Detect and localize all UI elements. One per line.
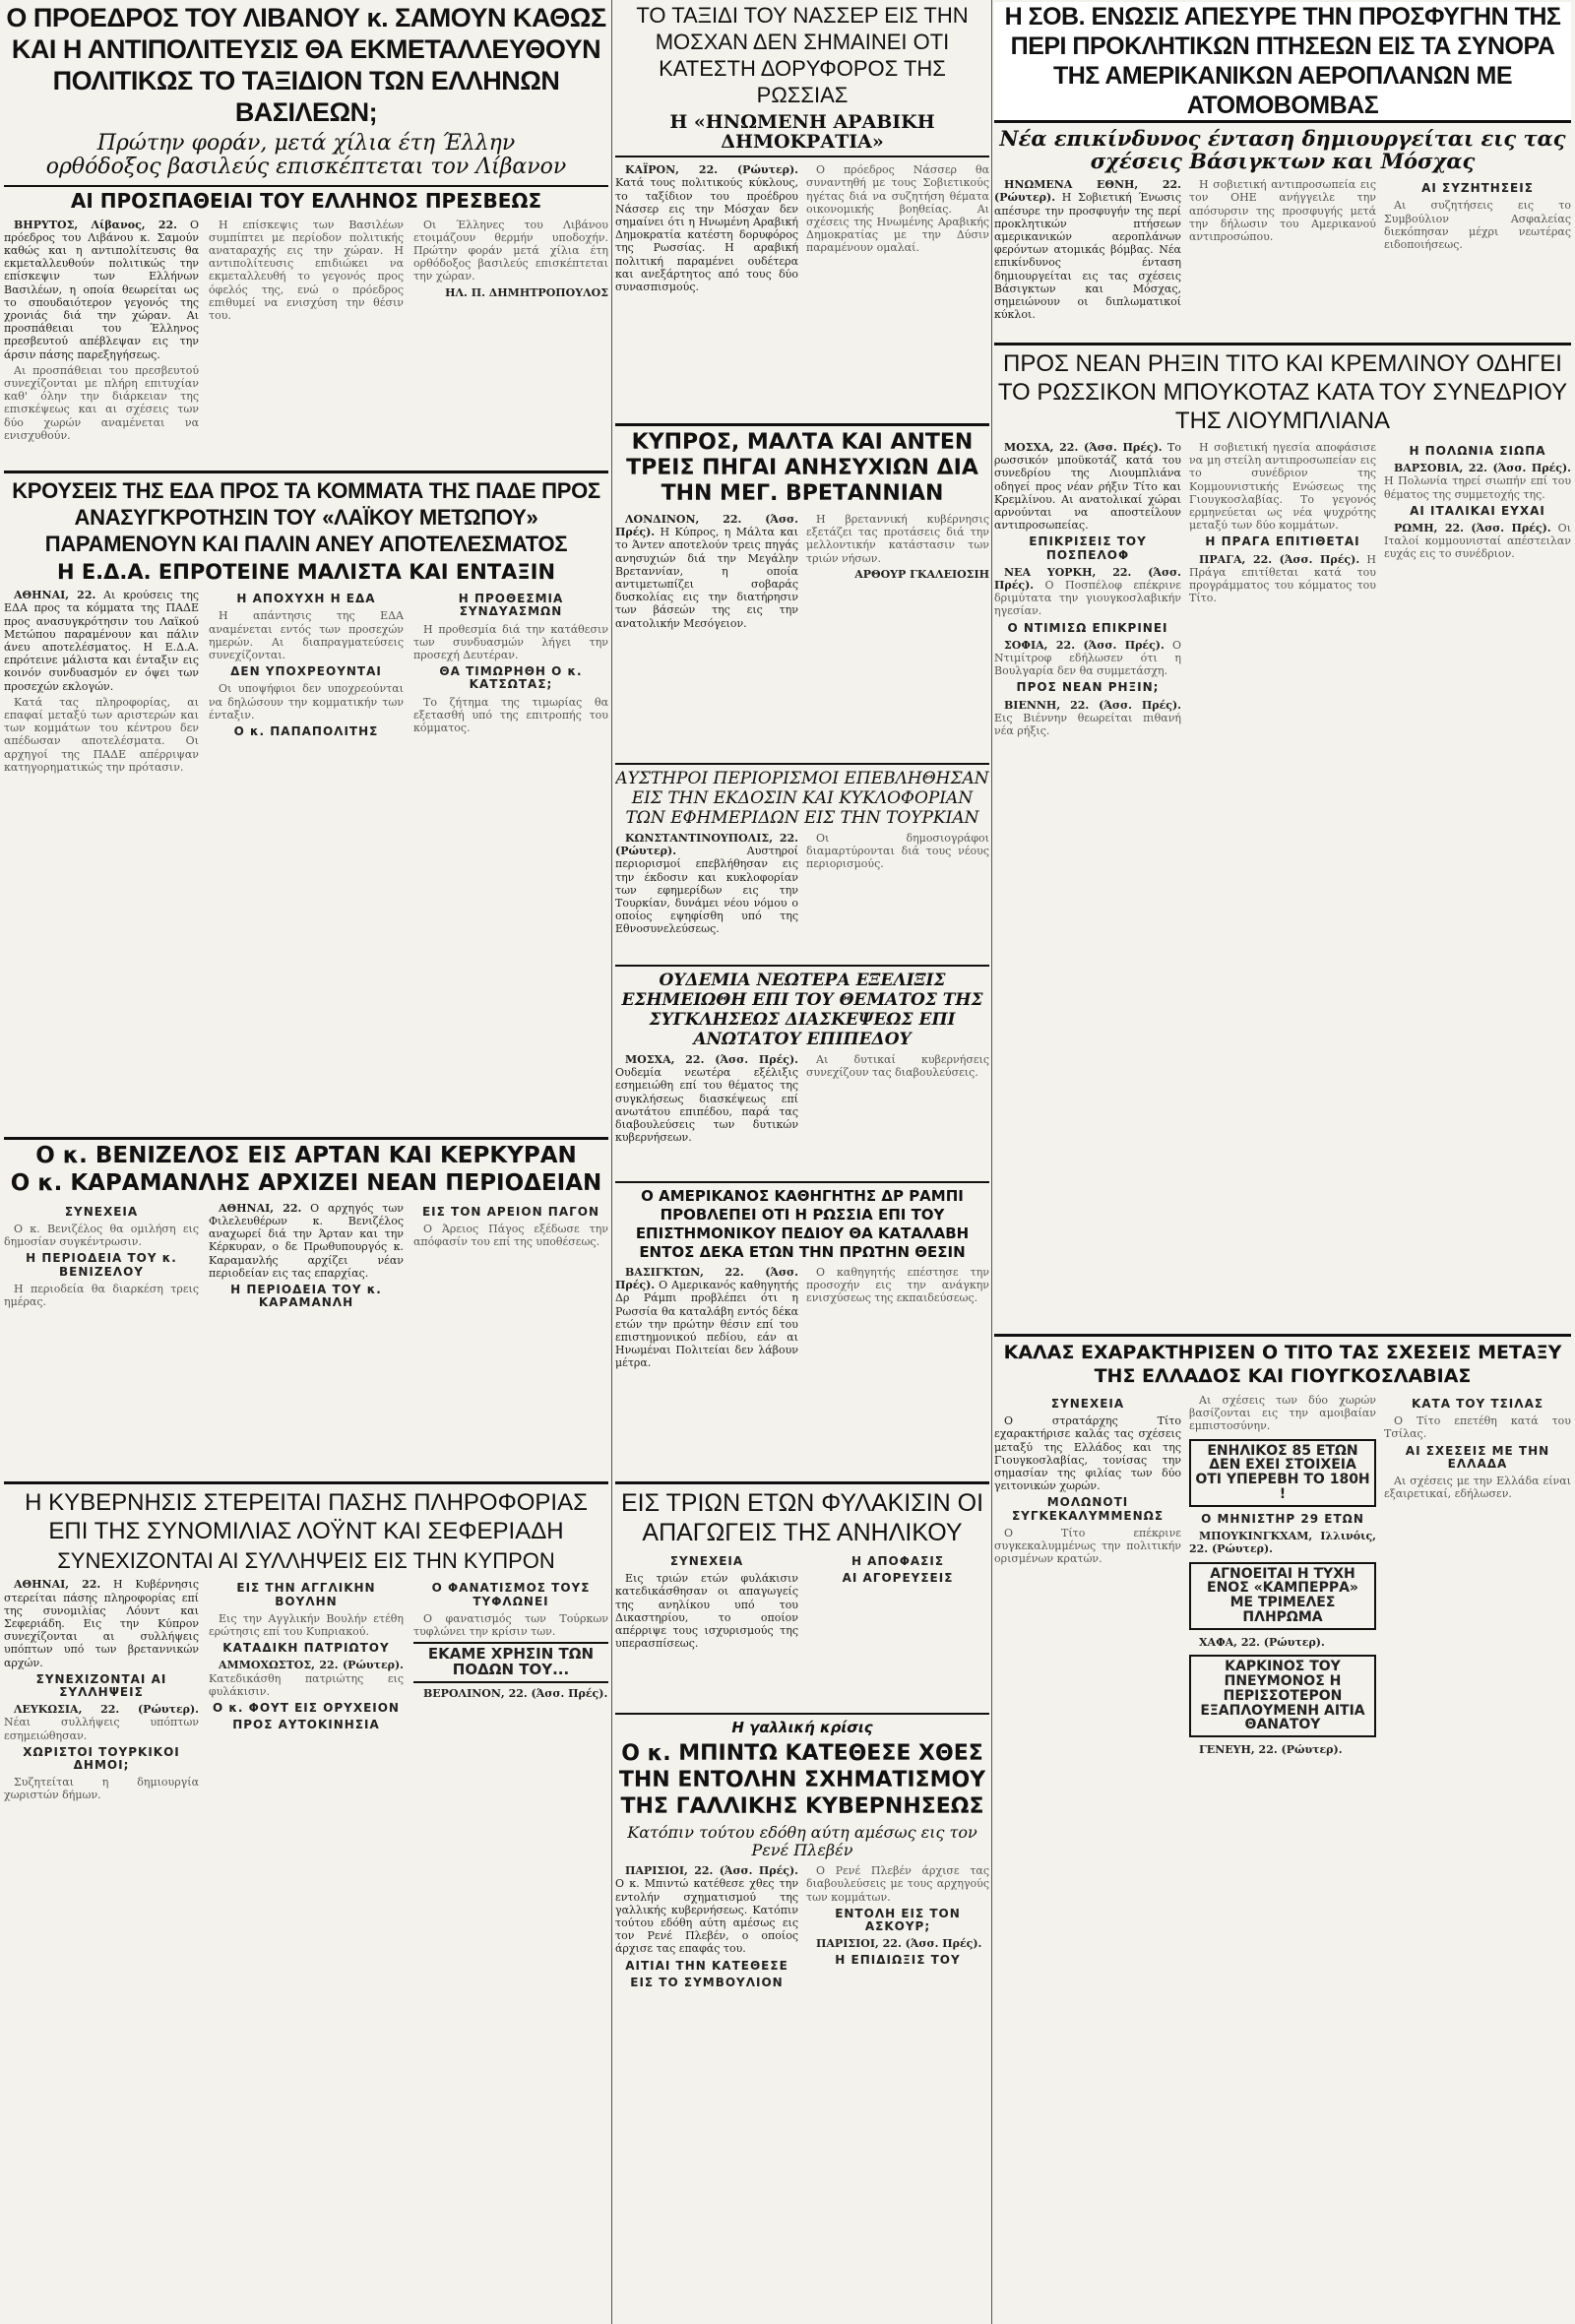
article-eda: ΚΡΟΥΣΕΙΣ ΤΗΣ ΕΔΑ ΠΡΟΣ ΤΑ ΚΟΜΜΑΤΑ ΤΗΣ ΠΑΔΕ ΠΡΟΣ ΑΝΑΣΥΓΚΡΟΤΗΣΙΝ ΤΟΥ «ΛΑΪΚΟΥ ΜΕΤΩΠΟΥ» ΠΑΡΑΜΕΝΟΥΝ ΚΑΙ ΠΑΛΙΝ ΑΝΕΥ ΑΠΟΤΕΛΕΣΜΑΤΟΣ Η Ε.Δ.Α. ΕΠΡΟΤΕΙΝΕ ΜΑΛΙΣΤΑ ΚΑΙ ΕΝΤΑΞΙΝ ΑΘΗΝΑΙ, 22. Αι κρούσεις της ΕΔΑ προς τα κόμματα της ΠΑΔΕ προς ανασυγκρότησιν του Λαϊκού Μετώπου παραμένουν και πάλιν άνευ αποτελέσματος. Η Ε.Δ.Α. επρότεινε μάλιστα και ένταξιν εις κοινόν συνδυασμόν εν όψει των προσεχών εκλογών. Κατά τας πληροφορίας, αι επαφαί μεταξύ των αριστερών και των κομμάτων του κέντρου δεν απέδωσαν αποτελέσματα. Οι αρχηγοί της ΠΑΔΕ απέρριψαν κατηγορηματικώς την πρότασιν. Η ΑΠΟΧΥΧΗ Η ΕΔΑ Η απάντησις της ΕΔΑ αναμένεται εντός των προσεχών ημερών. Αι διαπραγματεύσεις συνεχίζονται. ΔΕΝ ΥΠΟΧΡΕΟΥΝΤΑΙ Οι υποψήφιοι δεν υποχρεούνται να δηλώσουν την κομματικήν των ένταξιν. Ο κ. ΠΑΠΑΠΟΛΙΤΗΣ Η ΠΡΟΘΕΣΜΙΑ ΣΥΝΔΥΑΣΜΩΝ Η προθεσμία διά την κατάθεσιν των συνδυασμών λήγει την προσεχή Δευτέραν. ΘΑ ΤΙΜΩΡΗΘΗ Ο κ. ΚΑΤΣΩΤΑΣ; Το ζήτημα της τιμωρίας θα εξετασθή υπό της επιτροπής του κόμματος. bbox=[4, 471, 608, 1130]
dateline: ΒΗΡΥΤΟΣ, Λίβανος, 22. bbox=[14, 218, 178, 231]
column-rule bbox=[991, 0, 992, 2324]
byline: ΑΡΘΟΥΡ ΓΚΑΛΕΙΟΣΙΗ bbox=[854, 567, 989, 581]
article-summit: ΟΥΔΕΜΙΑ ΝΕΩΤΕΡΑ ΕΞΕΛΙΞΙΣ ΕΣΗΜΕΙΩΘΗ ΕΠΙ ΤΟΥ ΘΕΜΑΤΟΣ ΤΗΣ ΣΥΓΚΛΗΣΕΩΣ ΔΙΑΣΚΕΨΕΩΣ ΕΠΙ ΑΝΩΤΑΤΟΥ ΕΠΙΠΕΔΟΥ ΜΟΣΧΑ, 22. (Άσσ. Πρές). Ουδεμία νεωτέρα εξέλιξις εσημειώθη επί του θέματος της συγκλήσεως διασκέψεως επί ανωτάτου επιπέδου, παρά τας διαβουλεύσεις των δυτικών κυβερνήσεων. Αι δυτικαί κυβερνήσεις συνεχίζουν τας διαβουλεύσεις. bbox=[615, 965, 989, 1176]
dateline: ΒΕΡΟΛΙΝΟΝ, 22. (Άσσ. Πρές). bbox=[423, 1686, 608, 1700]
article-body: Ο κ. Μπιντώ κατέθεσε χθες την εντολήν σχηματισμού της γαλλικής κυβερνήσεως. Κατόπιν τούτου εδόθη αύτη αμέσως εις τον Ρενέ Πλεβέν, ο οποίος άρχισε τας επαφάς του. bbox=[615, 1877, 798, 1956]
headline-box: ΕΚΑΜΕ ΧΡΗΣΙΝ ΤΩΝ ΠΟΔΩΝ ΤΟΥ... bbox=[413, 1642, 608, 1683]
subheadline-lebanon: Πρώτην φοράν, μετά χίλια έτη Έλλην ορθόδοξος βασιλεύς επισκέπτεται τον Λίβανον bbox=[45, 131, 567, 180]
headline-box: ΚΑΡΚΙΝΟΣ ΤΟΥ ΠΝΕΥΜΟΝΟΣ Η ΠΕΡΙΣΣΟΤΕΡΟΝ ΕΞΑΠΛΟΥΜΕΝΗ ΑΙΤΙΑ ΘΑΝΑΤΟΥ bbox=[1189, 1655, 1376, 1737]
article-body: Εις τριών ετών φυλάκισιν κατεδικάσθησαν οι απαγωγείς της ανηλίκου υπό του Δικαστηρίου, το οποίον απέρριψε τους ισχυρισμούς της υπερασπίσεως. bbox=[615, 1572, 798, 1651]
kicker: Ο κ. ΠΑΠΑΠΟΛΙΤΗΣ bbox=[233, 724, 379, 739]
article-body: Ο Αμερικανός καθηγητής Δρ Ράμπι προβλέπει ότι η Ρωσσία θα καταλάβη εντός δέκα ετών την πρώτην θέσιν επί του επιστημονικού πεδίου, εάν αι Ηνωμέναι Πολιτείαι δεν λάβουν μέτρα. bbox=[615, 1279, 798, 1370]
kicker: ΜΟΛΩΝΟΤΙ ΣΥΓΚΕΚΑΛΥΜΜΕΝΩΣ bbox=[1011, 1495, 1165, 1523]
article-cyprus-malta: ΚΥΠΡΟΣ, ΜΑΛΤΑ ΚΑΙ ΑΝΤΕΝ ΤΡΕΙΣ ΠΗΓΑΙ ΑΝΗΣΥΧΙΩΝ ΔΙΑ ΤΗΝ ΜΕΓ. ΒΡΕΤΑΝΝΙΑΝ ΛΟΝΔΙΝΟΝ, 22. (Άσσ. Πρές). Η Κύπρος, η Μάλτα και το Άντεν αποτελούν τρεις πηγάς ανησυχιών διά την Μεγάλην Βρεταννίαν, η οποία αντιμετωπίζει σοβαράς δυσκολίας εις την διατήρησιν των βάσεών της εις την ανατολικήν Μεσόγειον. Η βρεταννική κυβέρνησις εξετάζει τας προτάσεις διά την μελλοντικήν κατάστασιν των τριών νήσων. ΑΡΘΟΥΡ ΓΚΑΛΕΙΟΣΙΗ bbox=[615, 423, 989, 758]
dateline: ΜΟΣΧΑ, 22. (Άσσ. Πρές). bbox=[1004, 441, 1163, 454]
dateline: ΑΘΗΝΑΙ, 22. bbox=[14, 589, 96, 602]
subheadline-eda: Η Ε.Δ.Α. ΕΠΡΟΤΕΙΝΕ ΜΑΛΙΣΤΑ ΚΑΙ ΕΝΤΑΞΙΝ bbox=[56, 560, 556, 584]
headline-nasser: ΤΟ ΤΑΞΙΔΙ ΤΟΥ ΝΑΣΣΕΡ ΕΙΣ ΤΗΝ ΜΟΣΧΑΝ ΔΕΝ ΣΗΜΑΙΝΕΙ ΟΤΙ ΚΑΤΕΣΤΗ ΔΟΡΥΦΟΡΟΣ ΤΗΣ ΡΩΣΣΙΑΣ bbox=[636, 3, 969, 107]
article-body: Ο πρόεδρος του Λιβάνου κ. Σαμούν καθώς και η αντιπολίτευσις θα εκμεταλλευθούν πολιτικώς την επίσκεψιν των Ελλήνων Βασιλέων, η οποία θεωρείται ως το σπουδαιότερον γεγονός της χρονιάς διά την χώραν. Αι προσπάθειαι του Έλληνος πρεσβευτού απέβλεψαν εις την άρσιν πάσης παρεξηγήσεως. bbox=[4, 218, 199, 361]
kicker: ΔΕΝ ΥΠΟΧΡΕΟΥΝΤΑΙ bbox=[230, 664, 382, 679]
article-body: Ο στρατάρχης Τίτο εχαρακτήρισε καλάς τας σχέσεις μεταξύ της Ελλάδος και της Γιουγκοσλαβίας, τονίσας την σημασίαν της φιλίας των δύο γειτονικών χωρών. bbox=[994, 1414, 1181, 1493]
kicker: ΣΥΝΕΧΙΖΟΝΤΑΙ ΑΙ ΣΥΛΛΗΨΕΙΣ bbox=[35, 1671, 167, 1699]
kicker: ΑΙ ΑΓΟΡΕΥΣΕΙΣ bbox=[842, 1571, 954, 1586]
kicker: Ο κ. ΦΟΥΤ ΕΙΣ ΟΡΥΧΕΙΟΝ bbox=[213, 1700, 400, 1715]
article-body: Αι κρούσεις της ΕΔΑ προς τα κόμματα της ΠΑΔΕ προς ανασυγκρότησιν του Λαϊκού Μετώπου παραμένουν και πάλιν άνευ αποτελέσματος. Η Ε.Δ.Α. επρότεινε μάλιστα και ένταξιν εις κοινόν συνδυασμόν εν όψει των προσεχών εκλογών. bbox=[4, 589, 200, 693]
article-body: Η Κύπρος, η Μάλτα και το Άντεν αποτελούν τρεις πηγάς ανησυχιών διά την Μεγάλην Βρεταννίαν, η οποία αντιμετωπίζει σοβαράς δυσκολίας εις την διατήρησιν των βάσεών της εις την ανατολικήν Μεσόγειον. bbox=[615, 526, 798, 630]
kicker: ΕΙΣ ΤΗΝ ΑΓΓΛΙΚΗΝ ΒΟΥΛΗΝ bbox=[236, 1581, 376, 1608]
article-body: Αυστηροί περιορισμοί επεβλήθησαν εις την έκδοσιν και κυκλοφορίαν των εφημερίδων εις την Τουρκίαν, δυνάμει νέου νόμου ο οποίος εψηφίσθη υπό της Εθνοσυνελεύσεως. bbox=[615, 845, 798, 936]
kicker: ΕΙΣ ΤΟ ΣΥΜΒΟΥΛΙΟΝ bbox=[630, 1975, 784, 1989]
headline-venizelos: Ο κ. ΒΕΝΙΖΕΛΟΣ ΕΙΣ ΑΡΤΑΝ ΚΑΙ ΚΕΡΚΥΡΑΝ bbox=[4, 1137, 608, 1167]
headline-abduction: ΕΙΣ ΤΡΙΩΝ ΕΤΩΝ ΦΥΛΑΚΙΣΙΝ ΟΙ ΑΠΑΓΩΓΕΙΣ ΤΗΣ ΑΝΗΛΙΚΟΥ bbox=[615, 1481, 989, 1547]
headline-karamanlis: Ο κ. ΚΑΡΑΜΑΝΛΗΣ ΑΡΧΙΖΕΙ ΝΕΑΝ ΠΕΡΙΟΔΕΙΑΝ bbox=[10, 1170, 602, 1197]
kicker: ΣΥΝΕΧΕΙΑ bbox=[64, 1204, 139, 1219]
article-nasser: ΤΟ ΤΑΞΙΔΙ ΤΟΥ ΝΑΣΣΕΡ ΕΙΣ ΤΗΝ ΜΟΣΧΑΝ ΔΕΝ ΣΗΜΑΙΝΕΙ ΟΤΙ ΚΑΤΕΣΤΗ ΔΟΡΥΦΟΡΟΣ ΤΗΣ ΡΩΣΣΙΑΣ Η «ΗΝΩΜΕΝΗ ΑΡΑΒΙΚΗ ΔΗΜΟΚΡΑΤΙΑ» ΚΑΪΡΟΝ, 22. (Ρώυτερ). Κατά τους πολιτικούς κύκλους, το ταξίδιον του προέδρου Νάσσερ εις την Μόσχαν δεν σημαίνει ότι η Ηνωμένη Αραβική Δημοκρατία κατέστη δορυφόρος της Ρωσσίας. Η αραβική πολιτική παραμένει ουδέτερα και ανεξάρτητος από τους δύο συνασπισμούς. Ο πρόεδρος Νάσσερ θα συναντηθή με τους Σοβιετικούς ηγέτας διά να συζητήση θέματα οικονομικής βοηθείας. Αι σχέσεις της Ηνωμένης Αραβικής Δημοκρατίας με την Δύσιν παραμένουν ομαλαί. bbox=[615, 3, 989, 294]
dateline: ΠΑΡΙΣΙΟΙ, 22. (Άσσ. Πρές). bbox=[816, 1937, 982, 1951]
dateline: ΜΠΟΥΚΙΝΓΚΧΑΜ, Ιλλινόις, 22. (Ρώυτερ). bbox=[1189, 1530, 1376, 1556]
subheadline-nasser: Η «ΗΝΩΜΕΝΗ ΑΡΑΒΙΚΗ ΔΗΜΟΚΡΑΤΙΑ» bbox=[615, 112, 989, 157]
kicker: ΚΑΤΑΔΙΚΗ ΠΑΤΡΙΩΤΟΥ bbox=[222, 1641, 390, 1656]
article-body: Ο αρχηγός των Φιλελευθέρων κ. Βενιζέλος αναχωρεί διά την Άρταν και την Κέρκυραν, ο δε Πρωθυπουργός κ. Καραμανλής αρχίζει νέαν περιοδείαν εις τας επαρχίας. bbox=[209, 1201, 404, 1280]
article-tito-greece: ΚΑΛΑΣ ΕΧΑΡΑΚΤΗΡΙΣΕΝ Ο ΤΙΤΟ ΤΑΣ ΣΧΕΣΕΙΣ ΜΕΤΑΞΥ ΤΗΣ ΕΛΛΑΔΟΣ ΚΑΙ ΓΙΟΥΓΚΟΣΛΑΒΙΑΣ ΣΥΝΕΧΕΙΑ Ο στρατάρχης Τίτο εχαρακτήρισε καλάς τας σχέσεις μεταξύ της Ελλάδος και της Γιουγκοσλαβίας, τονίσας την σημασίαν της φιλίας των δύο γειτονικών χωρών. ΜΟΛΩΝΟΤΙ ΣΥΓΚΕΚΑΛΥΜΜΕΝΩΣ Ο Τίτο επέκρινε συγκεκαλυμμένως την πολιτικήν ορισμένων κρατών. Αι σχέσεις των δύο χωρών βασίζονται εις την αμοιβαίαν εμπιστοσύνην. ΕΝΗΛΙΚΟΣ 85 ΕΤΩΝ ΔΕΝ ΕΧΕΙ ΣΤΟΙΧΕΙΑ ΟΤΙ ΥΠΕΡΕΒΗ ΤΟ 180Η ! Ο ΜΗΝΙΣΤΗΡ 29 ΕΤΩΝ ΜΠΟΥΚΙΝΓΚΧΑΜ, Ιλλινόις, 22. (Ρώυτερ). ΑΓΝΟΕΙΤΑΙ Η ΤΥΧΗ ΕΝΟΣ «ΚΑΜΠΕΡΡΑ» ΜΕ ΤΡΙΜΕΛΕΣ ΠΛΗΡΩΜΑ ΧΑΦΑ, 22. (Ρώυτερ). ΚΑΡΚΙΝΟΣ ΤΟΥ ΠΝΕΥΜΟΝΟΣ Η ΠΕΡΙΣΣΟΤΕΡΟΝ ΕΞΑΠΛΟΥΜΕΝΗ ΑΙΤΙΑ ΘΑΝΑΤΟΥ ΓΕΝΕΥΗ, 22. (Ρώυτερ). ΚΑΤΑ ΤΟΥ ΤΣΙΛΑΣ Ο Τίτο επετέθη κατά του Τσίλας. ΑΙ ΣΧΕΣΕΙΣ ΜΕ ΤΗΝ ΕΛΛΑΔΑ Αι σχέσεις με την Ελλάδα είναι εξαιρετικαί, εδήλωσεν. bbox=[994, 1334, 1571, 2320]
dateline: ΧΑΦΑ, 22. (Ρώυτερ). bbox=[1199, 1635, 1325, 1649]
article-soviet: Η ΣΟΒ. ΕΝΩΣΙΣ ΑΠΕΣΥΡΕ ΤΗΝ ΠΡΟΣΦΥΓΗΝ ΤΗΣ ΠΕΡΙ ΠΡΟΚΛΗΤΙΚΩΝ ΠΤΗΣΕΩΝ ΕΙΣ ΤΑ ΣΥΝΟΡΑ ΤΗΣ ΑΜΕΡΙΚΑΝΙΚΩΝ ΑΕΡΟΠΛΑΝΩΝ ΜΕ ΑΤΟΜΟΒΟΜΒΑΣ Νέα επικίνδυνος ένταση δημιουργείται εις τας σχέσεις Βάσιγκτων και Μόσχας ΗΝΩΜΕΝΑ ΕΘΝΗ, 22. (Ρώυτερ). Η Σοβιετική Ένωσις απέσυρε την προσφυγήν της περί προκλητικών πτήσεων αμερικανικών αεροπλάνων φερόντων ατομικάς βόμβας. Νέα επικίνδυνος ένταση δημιουργείται εις τας σχέσεις Βάσιγκτων και Μόσχας, σημειώνουν οι διπλωματικοί κύκλοι. Η σοβιετική αντιπροσωπεία εις τον ΟΗΕ ανήγγειλε την απόσυρσιν της προσφυγής μετά την δήλωσιν του Αμερικανού αντιπροσώπου. ΑΙ ΣΥΖΗΤΗΣΕΙΣ Αι συζητήσεις εις το Συμβούλιον Ασφαλείας διεκόπησαν μέχρι νεωτέρας ειδοποιήσεως. bbox=[994, 3, 1571, 322]
headline-eda: ΚΡΟΥΣΕΙΣ ΤΗΣ ΕΔΑ ΠΡΟΣ ΤΑ ΚΟΜΜΑΤΑ ΤΗΣ ΠΑΔΕ ΠΡΟΣ ΑΝΑΣΥΓΚΡΟΤΗΣΙΝ ΤΟΥ «ΛΑΪΚΟΥ ΜΕΤΩΠΟΥ» ΠΑΡΑΜΕΝΟΥΝ ΚΑΙ ΠΑΛΙΝ ΑΝΕΥ ΑΠΟΤΕΛΕΣΜΑΤΟΣ bbox=[4, 471, 608, 557]
kicker: ΑΙ ΣΥΖΗΤΗΣΕΙΣ bbox=[1421, 181, 1534, 196]
dateline: ΚΩΝΣΤΑΝΤΙΝΟΥΠΟΛΙΣ, 22. (Ρώυτερ). bbox=[615, 832, 798, 858]
kicker: ΚΑΤΑ ΤΟΥ ΤΣΙΛΑΣ bbox=[1411, 1397, 1544, 1411]
headline-summit: ΟΥΔΕΜΙΑ ΝΕΩΤΕΡΑ ΕΞΕΛΙΞΙΣ ΕΣΗΜΕΙΩΘΗ ΕΠΙ ΤΟΥ ΘΕΜΑΤΟΣ ΤΗΣ ΣΥΓΚΛΗΣΕΩΣ ΔΙΑΣΚΕΨΕΩΣ ΕΠΙ ΑΝΩΤΑΤΟΥ ΕΠΙΠΕΔΟΥ bbox=[615, 965, 989, 1049]
headline-tito-kremlin: ΠΡΟΣ ΝΕΑΝ ΡΗΞΙΝ ΤΙΤΟ ΚΑΙ ΚΡΕΜΛΙΝΟΥ ΟΔΗΓΕΙ ΤΟ ΡΩΣΣΙΚΟΝ ΜΠΟΥΚΟΤΑΖ ΚΑΤΑ ΤΟΥ ΣΥΝΕΔΡΙΟΥ ΤΗΣ ΛΙΟΥΜΠΛΙΑΝΑ bbox=[994, 343, 1571, 435]
article-tito-kremlin: ΠΡΟΣ ΝΕΑΝ ΡΗΞΙΝ ΤΙΤΟ ΚΑΙ ΚΡΕΜΛΙΝΟΥ ΟΔΗΓΕΙ ΤΟ ΡΩΣΣΙΚΟΝ ΜΠΟΥΚΟΤΑΖ ΚΑΤΑ ΤΟΥ ΣΥΝΕΔΡΙΟΥ ΤΗΣ ΛΙΟΥΜΠΛΙΑΝΑ ΜΟΣΧΑ, 22. (Άσσ. Πρές). Το ρωσσικόν μποϋκοτάζ κατά του συνεδρίου της Λιουμπλιάνα οδηγεί προς νέαν ρήξιν Τίτο και Κρεμλίνου. Αι ανατολικαί χώραι αρνούνται να αποστείλουν αντιπροσωπείας. ΕΠΙΚΡΙΣΕΙΣ ΤΟΥ ΠΟΣΠΕΛΟΦ ΝΕΑ ΥΟΡΚΗ, 22. (Άσσ. Πρές). Ο Ποσπέλοφ επέκρινε δριμύτατα την γιουγκοσλαβικήν ηγεσίαν. Ο ΝΤΙΜΙΣΩ ΕΠΙΚΡΙΝΕΙ ΣΟΦΙΑ, 22. (Άσσ. Πρές). Ο Ντιμίτροφ εδήλωσεν ότι η Βουλγαρία δεν θα συμμετάσχη. ΠΡΟΣ ΝΕΑΝ ΡΗΞΙΝ; ΒΙΕΝΝΗ, 22. (Άσσ. Πρές). Εις Βιέννην θεωρείται πιθανή νέα ρήξις. Η σοβιετική ηγεσία αποφάσισε να μη στείλη αντιπροσωπείαν εις το συνέδριον της Κομμουνιστικής Ενώσεως της Γιουγκοσλαβίας. Το γεγονός ερμηνεύεται ως νέα ψυχρότης μεταξύ των δύο κομμάτων. Η ΠΡΑΓΑ ΕΠΙΤΙΘΕΤΑΙ ΠΡΑΓΑ, 22. (Άσσ. Πρές). Η Πράγα επιτίθεται κατά του προγράμματος του κόμματος του Τίτο. Η ΠΟΛΩΝΙΑ ΣΙΩΠΑ ΒΑΡΣΟΒΙΑ, 22. (Άσσ. Πρές). Η Πολωνία τηρεί σιωπήν επί του θέματος της συμμετοχής της. ΑΙ ΙΤΑΛΙΚΑΙ ΕΥΧΑΙ ΡΩΜΗ, 22. (Άσσ. Πρές). Οι Ιταλοί κομμουνισταί απέστειλαν ευχάς εις το συνέδριον. bbox=[994, 343, 1571, 1327]
kicker: ΠΡΟΣ ΑΥΤΟΚΙΝΗΣΙΑ bbox=[232, 1718, 380, 1732]
kicker: Η ΕΠΙΔΙΩΞΙΣ ΤΟΥ bbox=[835, 1953, 961, 1968]
kicker: ΕΠΙΚΡΙΣΕΙΣ ΤΟΥ ΠΟΣΠΕΛΟΦ bbox=[1029, 534, 1147, 562]
column-rule bbox=[611, 0, 612, 2324]
kicker: Η ΠΕΡΙΟΔΕΙΑ ΤΟΥ κ. ΚΑΡΑΜΑΝΛΗ bbox=[230, 1282, 382, 1310]
kicker: Η ΠΕΡΙΟΔΕΙΑ ΤΟΥ κ. ΒΕΝΙΖΕΛΟΥ bbox=[26, 1251, 177, 1279]
article-turkey: ΑΥΣΤΗΡΟΙ ΠΕΡΙΟΡΙΣΜΟΙ ΕΠΕΒΛΗΘΗΣΑΝ ΕΙΣ ΤΗΝ ΕΚΔΟΣΙΝ ΚΑΙ ΚΥΚΛΟΦΟΡΙΑΝ ΤΩΝ ΕΦΗΜΕΡΙΔΩΝ ΕΙΣ ΤΗΝ ΤΟΥΡΚΙΑΝ ΚΩΝΣΤΑΝΤΙΝΟΥΠΟΛΙΣ, 22. (Ρώυτερ). Αυστηροί περιορισμοί επεβλήθησαν εις την έκδοσιν και κυκλοφορίαν των εφημερίδων εις την Τουρκίαν, δυνάμει νέου νόμου ο οποίος εψηφίσθη υπό της Εθνοσυνελεύσεως. Οι δημοσιογράφοι διαμαρτύρονται διά τους νέους περιορισμούς. bbox=[615, 763, 989, 960]
article-rabi: Ο ΑΜΕΡΙΚΑΝΟΣ ΚΑΘΗΓΗΤΗΣ ΔΡ ΡΑΜΠΙ ΠΡΟΒΛΕΠΕΙ ΟΤΙ Η ΡΩΣΣΙΑ ΕΠΙ ΤΟΥ ΕΠΙΣΤΗΜΟΝΙΚΟΥ ΠΕΔΙΟΥ ΘΑ ΚΑΤΑΛΑΒΗ ΕΝΤΟΣ ΔΕΚΑ ΕΤΩΝ ΤΗΝ ΠΡΩΤΗΝ ΘΕΣΙΝ ΒΑΣΙΓΚΤΩΝ, 22. (Άσσ. Πρές). Ο Αμερικανός καθηγητής Δρ Ράμπι προβλέπει ότι η Ρωσσία θα καταλάβη εντός δέκα ετών την πρώτην θέσιν επί του επιστημονικού πεδίου, εάν αι Ηνωμέναι Πολιτείαι δεν λάβουν μέτρα. Ο καθηγητής επέστησε την προσοχήν εις την ανάγκην ενισχύσεως της εκπαιδεύσεως. bbox=[615, 1181, 989, 1476]
dateline: ΚΑΪΡΟΝ, 22. (Ρώυτερ). bbox=[625, 163, 798, 177]
dateline: ΒΑΣΙΓΚΤΩΝ, 22. (Άσσ. Πρές). bbox=[615, 1266, 798, 1292]
article-french-crisis: Η γαλλική κρίσις Ο κ. ΜΠΙΝΤΩ ΚΑΤΕΘΕΣΕ ΧΘΕΣ ΤΗΝ ΕΝΤΟΛΗΝ ΣΧΗΜΑΤΙΣΜΟΥ ΤΗΣ ΓΑΛΛΙΚΗΣ ΚΥΒΕΡΝΗΣΕΩΣ Κατόπιν τούτου εδόθη αύτη αμέσως εις τον Ρενέ Πλεβέν ΠΑΡΙΣΙΟΙ, 22. (Άσσ. Πρές). Ο κ. Μπιντώ κατέθεσε χθες την εντολήν σχηματισμού της γαλλικής κυβερνήσεως. Κατόπιν τούτου εδόθη αύτη αμέσως εις τον Ρενέ Πλεβέν, ο οποίος άρχισε τας επαφάς του. ΑΙΤΙΑΙ ΤΗΝ ΚΑΤΕΘΕΣΕ ΕΙΣ ΤΟ ΣΥΜΒΟΥΛΙΟΝ Ο Ρενέ Πλεβέν άρχισε τας διαβουλεύσεις με τους αρχηγούς των κομμάτων. ΕΝΤΟΛΗ ΕΙΣ ΤΟΝ ΑΣΚΟΥΡ; ΠΑΡΙΣΙΟΙ, 22. (Άσσ. Πρές). Η ΕΠΙΔΙΩΞΙΣ ΤΟΥ bbox=[615, 1713, 989, 2320]
kicker: ΠΡΟΣ ΝΕΑΝ ΡΗΞΙΝ; bbox=[1016, 680, 1160, 695]
kicker: Η ΠΡΟΘΕΣΜΙΑ ΣΥΝΔΥΑΣΜΩΝ bbox=[458, 592, 564, 619]
kicker: ΕΝΤΟΛΗ ΕΙΣ ΤΟΝ ΑΣΚΟΥΡ; bbox=[835, 1906, 961, 1933]
kicker: Ο ΝΤΙΜΙΣΩ ΕΠΙΚΡΙΝΕΙ bbox=[1007, 620, 1168, 635]
article-abduction bbox=[615, 1481, 989, 1703]
headline-rabi: Ο ΑΜΕΡΙΚΑΝΟΣ ΚΑΘΗΓΗΤΗΣ ΔΡ ΡΑΜΠΙ ΠΡΟΒΛΕΠΕΙ ΟΤΙ Η ΡΩΣΣΙΑ ΕΠΙ ΤΟΥ ΕΠΙΣΤΗΜΟΝΙΚΟΥ ΠΕΔΙΟΥ ΘΑ ΚΑΤΑΛΑΒΗ ΕΝΤΟΣ ΔΕΚΑ ΕΤΩΝ ΤΗΝ ΠΡΩΤΗΝ ΘΕΣΙΝ bbox=[615, 1181, 989, 1262]
headline-turkey: ΑΥΣΤΗΡΟΙ ΠΕΡΙΟΡΙΣΜΟΙ ΕΠΕΒΛΗΘΗΣΑΝ ΕΙΣ ΤΗΝ ΕΚΔΟΣΙΝ ΚΑΙ ΚΥΚΛΟΦΟΡΙΑΝ ΤΩΝ ΕΦΗΜΕΡΙΔΩΝ ΕΙΣ ΤΗΝ ΤΟΥΡΚΙΑΝ bbox=[615, 763, 989, 828]
kicker: Η ΑΠΟΧΥΧΗ Η ΕΔΑ bbox=[236, 592, 376, 606]
article-body: Το ρωσσικόν μποϋκοτάζ κατά του συνεδρίου της Λιουμπλιάνα οδηγεί προς νέαν ρήξιν Τίτο και Κρεμλίνου. Αι ανατολικαί χώραι αρνούνται να αποστείλουν αντιπροσωπείας. bbox=[994, 441, 1181, 533]
subheadline-government: ΣΥΝΕΧΙΖΟΝΤΑΙ ΑΙ ΣΥΛΛΗΨΕΙΣ ΕΙΣ ΤΗΝ ΚΥΠΡΟΝ bbox=[57, 1548, 555, 1573]
dateline: ΛΕΥΚΩΣΙΑ, 22. (Ρώυτερ). bbox=[14, 1703, 199, 1717]
kicker: ΕΙΣ ΤΟΝ ΑΡΕΙΟΝ ΠΑΓΟΝ bbox=[421, 1204, 600, 1219]
kicker: ΑΙ ΣΧΕΣΕΙΣ ΜΕ ΤΗΝ ΕΛΛΑΔΑ bbox=[1405, 1443, 1550, 1471]
dateline: ΗΝΩΜΕΝΑ ΕΘΝΗ, 22. (Ρώυτερ). bbox=[994, 178, 1181, 205]
headline-box: ΑΓΝΟΕΙΤΑΙ Η ΤΥΧΗ ΕΝΟΣ «ΚΑΜΠΕΡΡΑ» ΜΕ ΤΡΙΜΕΛΕΣ ΠΛΗΡΩΜΑ bbox=[1189, 1562, 1376, 1630]
dateline: ΠΑΡΙΣΙΟΙ, 22. (Άσσ. Πρές). bbox=[625, 1864, 798, 1878]
headline-soviet: Η ΣΟΒ. ΕΝΩΣΙΣ ΑΠΕΣΥΡΕ ΤΗΝ ΠΡΟΣΦΥΓΗΝ ΤΗΣ ΠΕΡΙ ΠΡΟΚΛΗΤΙΚΩΝ ΠΤΗΣΕΩΝ ΕΙΣ ΤΑ ΣΥΝΟΡΑ ΤΗΣ ΑΜΕΡΙΚΑΝΙΚΩΝ ΑΕΡΟΠΛΑΝΩΝ ΜΕ ΑΤΟΜΟΒΟΜΒΑΣ bbox=[994, 2, 1571, 123]
headline-cyprus-malta: ΚΥΠΡΟΣ, ΜΑΛΤΑ ΚΑΙ ΑΝΤΕΝ ΤΡΕΙΣ ΠΗΓΑΙ ΑΝΗΣΥΧΙΩΝ ΔΙΑ ΤΗΝ ΜΕΓ. ΒΡΕΤΑΝΝΙΑΝ bbox=[615, 423, 989, 507]
kicker: ΑΙΤΙΑΙ ΤΗΝ ΚΑΤΕΘΕΣΕ bbox=[625, 1958, 788, 1973]
kicker: Η ΠΟΛΩΝΙΑ ΣΙΩΠΑ bbox=[1409, 444, 1546, 458]
kicker: Η ΑΠΟΦΑΣΙΣ bbox=[850, 1554, 945, 1568]
kicker: ΧΩΡΙΣΤΟΙ ΤΟΥΡΚΙΚΟΙ ΔΗΜΟΙ; bbox=[23, 1744, 180, 1772]
headline-lebanon: Ο ΠΡΟΕΔΡΟΣ ΤΟΥ ΛΙΒΑΝΟΥ κ. ΣΑΜΟΥΝ ΚΑΘΩΣ ΚΑΙ Η ΑΝΤΙΠΟΛΙΤΕΥΣΙΣ ΘΑ ΕΚΜΕΤΑΛΛΕΥΘΟΥΝ ΠΟΛΙΤΙΚΩΣ ΤΟ ΤΑΞΙΔΙΟΝ ΤΩΝ ΕΛΛΗΝΩΝ ΒΑΣΙΛΕΩΝ; bbox=[6, 3, 606, 127]
article-body: Ουδεμία νεωτέρα εξέλιξις εσημειώθη επί του θέματος της συγκλήσεως διασκέψεως επί ανωτάτου επιπέδου, παρά τας διαβουλεύσεις των δυτικών κυβερνήσεων. bbox=[615, 1066, 798, 1145]
article-lebanon: Ο ΠΡΟΕΔΡΟΣ ΤΟΥ ΛΙΒΑΝΟΥ κ. ΣΑΜΟΥΝ ΚΑΘΩΣ ΚΑΙ Η ΑΝΤΙΠΟΛΙΤΕΥΣΙΣ ΘΑ ΕΚΜΕΤΑΛΛΕΥΘΟΥΝ ΠΟΛΙΤΙΚΩΣ ΤΟ ΤΑΞΙΔΙΟΝ ΤΩΝ ΕΛΛΗΝΩΝ ΒΑΣΙΛΕΩΝ; Πρώτην φοράν, μετά χίλια έτη Έλλην ορθόδοξος βασιλεύς επισκέπτεται τον Λίβανον ΑΙ ΠΡΟΣΠΑΘΕΙΑΙ ΤΟΥ ΕΛΛΗΝΟΣ ΠΡΕΣΒΕΩΣ ΒΗΡΥΤΟΣ, Λίβανος, 22. Ο πρόεδρος του Λιβάνου κ. Σαμούν καθώς και η αντιπολίτευσις θα εκμεταλλευθούν πολιτικώς την επίσκεψιν των Ελλήνων Βασιλέων, η οποία θεωρείται ως το σπουδαιότερον γεγονός της χρονιάς διά την χώραν. Αι προσπάθειαι του Έλληνος πρεσβευτού απέβλεψαν εις την άρσιν πάσης παρεξηγήσεως. Αι προσπάθειαι του πρεσβευτού συνεχίζονται με πλήρη επιτυχίαν καθ' όλην την διάρκειαν της επισκέψεως και αι σχέσεις των δύο χωρών αναμένεται να ενισχυθούν. Η επίσκεψις των Βασιλέων συμπίπτει με περίοδον πολιτικής αναταραχής εις την χώραν. Η αντιπολίτευσις επιδιώκει να εκμεταλλευθή το γεγονός προς όφελός της, ενώ ο πρόεδρος επιθυμεί να ενισχύση την θέσιν του. Οι Έλληνες του Λιβάνου ετοιμάζουν θερμήν υποδοχήν. Πρώτην φοράν μετά χίλια έτη ορθόδοξος βασιλεύς επισκέπτεται την χώραν. ΗΛ. Π. ΔΗΜΗΤΡΟΠΟΥΛΟΣ bbox=[4, 3, 608, 442]
kicker-lebanon: ΑΙ ΠΡΟΣΠΑΘΕΙΑΙ ΤΟΥ ΕΛΛΗΝΟΣ ΠΡΕΣΒΕΩΣ bbox=[4, 185, 608, 212]
byline: ΗΛ. Π. ΔΗΜΗΤΡΟΠΟΥΛΟΣ bbox=[445, 285, 608, 299]
headline-french-crisis: Ο κ. ΜΠΙΝΤΩ ΚΑΤΕΘΕΣΕ ΧΘΕΣ ΤΗΝ ΕΝΤΟΛΗΝ ΣΧΗΜΑΤΙΣΜΟΥ ΤΗΣ ΓΑΛΛΙΚΗΣ ΚΥΒΕΡΝΗΣΕΩΣ bbox=[618, 1741, 986, 1819]
dateline: ΡΩΜΗ, 22. (Άσσ. Πρές). bbox=[1394, 522, 1551, 535]
dateline: ΒΙΕΝΝΗ, 22. (Άσσ. Πρές). bbox=[1004, 698, 1181, 712]
dateline: ΛΟΝΔΙΝΟΝ, 22. (Άσσ. Πρές). bbox=[615, 513, 798, 539]
article-body: Η Σοβιετική Ένωσις απέσυρε την προσφυγήν της περί προκλητικών πτήσεων αμερικανικών αεροπλάνων φερόντων ατομικάς βόμβας. Νέα επικίνδυνος ένταση δημιουργείται εις τας σχέσεις Βάσιγκτων και Μόσχας, σημειώνουν οι διπλωματικοί κύκλοι. bbox=[994, 191, 1181, 322]
dateline: ΑΘΗΝΑΙ, 22. bbox=[14, 1578, 101, 1592]
subheadline-soviet: Νέα επικίνδυνος ένταση δημιουργείται εις τας σχέσεις Βάσιγκτων και Μόσχας bbox=[999, 126, 1566, 174]
kicker: ΑΙ ΙΤΑΛΙΚΑΙ ΕΥΧΑΙ bbox=[1410, 503, 1545, 518]
article-government-cyprus: Η ΚΥΒΕΡΝΗΣΙΣ ΣΤΕΡΕΙΤΑΙ ΠΑΣΗΣ ΠΛΗΡΟΦΟΡΙΑΣ ΕΠΙ ΤΗΣ ΣΥΝΟΜΙΛΙΑΣ ΛΟΫΝΤ ΚΑΙ ΣΕΦΕΡΙΑΔΗ ΣΥΝΕΧΙΖΟΝΤΑΙ ΑΙ ΣΥΛΛΗΨΕΙΣ ΕΙΣ ΤΗΝ ΚΥΠΡΟΝ ΑΘΗΝΑΙ, 22. Η Κυβέρνησις στερείται πάσης πληροφορίας επί της συνομιλίας Λόυντ και Σεφεριάδη. Εις την Κύπρον συνεχίζονται αι συλλήψεις υπόπτων υπό των βρεταννικών αρχών. ΣΥΝΕΧΙΖΟΝΤΑΙ ΑΙ ΣΥΛΛΗΨΕΙΣ ΛΕΥΚΩΣΙΑ, 22. (Ρώυτερ). Νέαι συλλήψεις υπόπτων εσημειώθησαν. ΧΩΡΙΣΤΟΙ ΤΟΥΡΚΙΚΟΙ ΔΗΜΟΙ; Συζητείται η δημιουργία χωριστών δήμων. ΕΙΣ ΤΗΝ ΑΓΓΛΙΚΗΝ ΒΟΥΛΗΝ Εις την Αγγλικήν Βουλήν ετέθη ερώτησις επί του Κυπριακού. ΚΑΤΑΔΙΚΗ ΠΑΤΡΙΩΤΟΥ ΑΜΜΟΧΩΣΤΟΣ, 22. (Ρώυτερ). Κατεδικάσθη πατριώτης εις φυλάκισιν. Ο κ. ΦΟΥΤ ΕΙΣ ΟΡΥΧΕΙΟΝ ΠΡΟΣ ΑΥΤΟΚΙΝΗΣΙΑ Ο ΦΑΝΑΤΙΣΜΟΣ ΤΟΥΣ ΤΥΦΛΩΝΕΙ Ο φανατισμός των Τούρκων τυφλώνει την κρίσιν των. ΕΚΑΜΕ ΧΡΗΣΙΝ ΤΩΝ ΠΟΔΩΝ ΤΟΥ... ΒΕΡΟΛΙΝΟΝ, 22. (Άσσ. Πρές). bbox=[4, 1481, 608, 2320]
subheadline-french-crisis: Κατόπιν τούτου εδόθη αύτη αμέσως εις τον Ρενέ Πλεβέν bbox=[627, 1823, 977, 1859]
dateline: ΒΑΡΣΟΒΙΑ, 22. (Άσσ. Πρές). bbox=[1394, 462, 1571, 475]
headline-tito-greece: ΚΑΛΑΣ ΕΧΑΡΑΚΤΗΡΙΣΕΝ Ο ΤΙΤΟ ΤΑΣ ΣΧΕΣΕΙΣ ΜΕΤΑΞΥ ΤΗΣ ΕΛΛΑΔΟΣ ΚΑΙ ΓΙΟΥΓΚΟΣΛΑΒΙΑΣ bbox=[994, 1334, 1571, 1388]
kicker: ΣΥΝΕΧΕΙΑ bbox=[669, 1554, 744, 1568]
dateline: ΑΘΗΝΑΙ, 22. bbox=[219, 1201, 302, 1215]
kicker: ΣΥΝΕΧΕΙΑ bbox=[1050, 1397, 1125, 1411]
kicker: Ο ΜΗΝΙΣΤΗΡ 29 ΕΤΩΝ bbox=[1201, 1511, 1364, 1526]
kicker: ΘΑ ΤΙΜΩΡΗΘΗ Ο κ. ΚΑΤΣΩΤΑΣ; bbox=[439, 664, 583, 692]
dateline: ΝΕΑ ΥΟΡΚΗ, 22. (Άσσ. Πρές). bbox=[994, 565, 1181, 593]
headline-government: Η ΚΥΒΕΡΝΗΣΙΣ ΣΤΕΡΕΙΤΑΙ ΠΑΣΗΣ ΠΛΗΡΟΦΟΡΙΑΣ ΕΠΙ ΤΗΣ ΣΥΝΟΜΙΛΙΑΣ ΛΟΫΝΤ ΚΑΙ ΣΕΦΕΡΙΑΔΗ bbox=[4, 1481, 608, 1545]
kicker-french-crisis: Η γαλλική κρίσις bbox=[615, 1713, 989, 1736]
article-venizelos-karamanlis: Ο κ. ΒΕΝΙΖΕΛΟΣ ΕΙΣ ΑΡΤΑΝ ΚΑΙ ΚΕΡΚΥΡΑΝ Ο κ. ΚΑΡΑΜΑΝΛΗΣ ΑΡΧΙΖΕΙ ΝΕΑΝ ΠΕΡΙΟΔΕΙΑΝ ΣΥΝΕΧΕΙΑ Ο κ. Βενιζέλος θα ομιλήση εις δημοσίαν συγκέντρωσιν. Η ΠΕΡΙΟΔΕΙΑ ΤΟΥ κ. ΒΕΝΙΖΕΛΟΥ Η περιοδεία θα διαρκέση τρεις ημέρας. ΑΘΗΝΑΙ, 22. Ο αρχηγός των Φιλελευθέρων κ. Βενιζέλος αναχωρεί διά την Άρταν και την Κέρκυραν, ο δε Πρωθυπουργός κ. Καραμανλής αρχίζει νέαν περιοδείαν εις τας επαρχίας. Η ΠΕΡΙΟΔΕΙΑ ΤΟΥ κ. ΚΑΡΑΜΑΝΛΗ ΕΙΣ ΤΟΝ ΑΡΕΙΟΝ ΠΑΓΟΝ Ο Άρειος Πάγος εξέδωσε την απόφασίν του επί της υποθέσεως. bbox=[4, 1137, 608, 1476]
article-body: Η Κυβέρνησις στερείται πάσης πληροφορίας επί της συνομιλίας Λόυντ και Σεφεριάδη. Εις την Κύπρον συνεχίζονται αι συλλήψεις υπόπτων υπό των βρεταννικών αρχών. bbox=[4, 1578, 200, 1669]
dateline: ΓΕΝΕΥΗ, 22. (Ρώυτερ). bbox=[1199, 1743, 1343, 1757]
kicker: Η ΠΡΑΓΑ ΕΠΙΤΙΘΕΤΑΙ bbox=[1205, 534, 1360, 549]
article-body: Κατά τους πολιτικούς κύκλους, το ταξίδιον του προέδρου Νάσσερ εις την Μόσχαν δεν σημαίνει ότι η Ηνωμένη Αραβική Δημοκρατία κατέστη δορυφόρος της Ρωσσίας. Η αραβική πολιτική παραμένει ουδέτερα και ανεξάρτητος από τους δύο συνασπισμούς. bbox=[615, 176, 798, 294]
kicker: Ο ΦΑΝΑΤΙΣΜΟΣ ΤΟΥΣ ΤΥΦΛΩΝΕΙ bbox=[431, 1581, 591, 1608]
dateline: ΠΡΑΓΑ, 22. (Άσσ. Πρές). bbox=[1199, 552, 1360, 566]
dateline: ΜΟΣΧΑ, 22. (Άσσ. Πρές). bbox=[625, 1053, 798, 1066]
dateline: ΑΜΜΟΧΩΣΤΟΣ, 22. (Ρώυτερ). bbox=[219, 1659, 404, 1672]
headline-box: ΕΝΗΛΙΚΟΣ 85 ΕΤΩΝ ΔΕΝ ΕΧΕΙ ΣΤΟΙΧΕΙΑ ΟΤΙ ΥΠΕΡΕΒΗ ΤΟ 180Η ! bbox=[1189, 1439, 1376, 1507]
dateline: ΣΟΦΙΑ, 22. (Άσσ. Πρές). bbox=[1004, 638, 1165, 652]
